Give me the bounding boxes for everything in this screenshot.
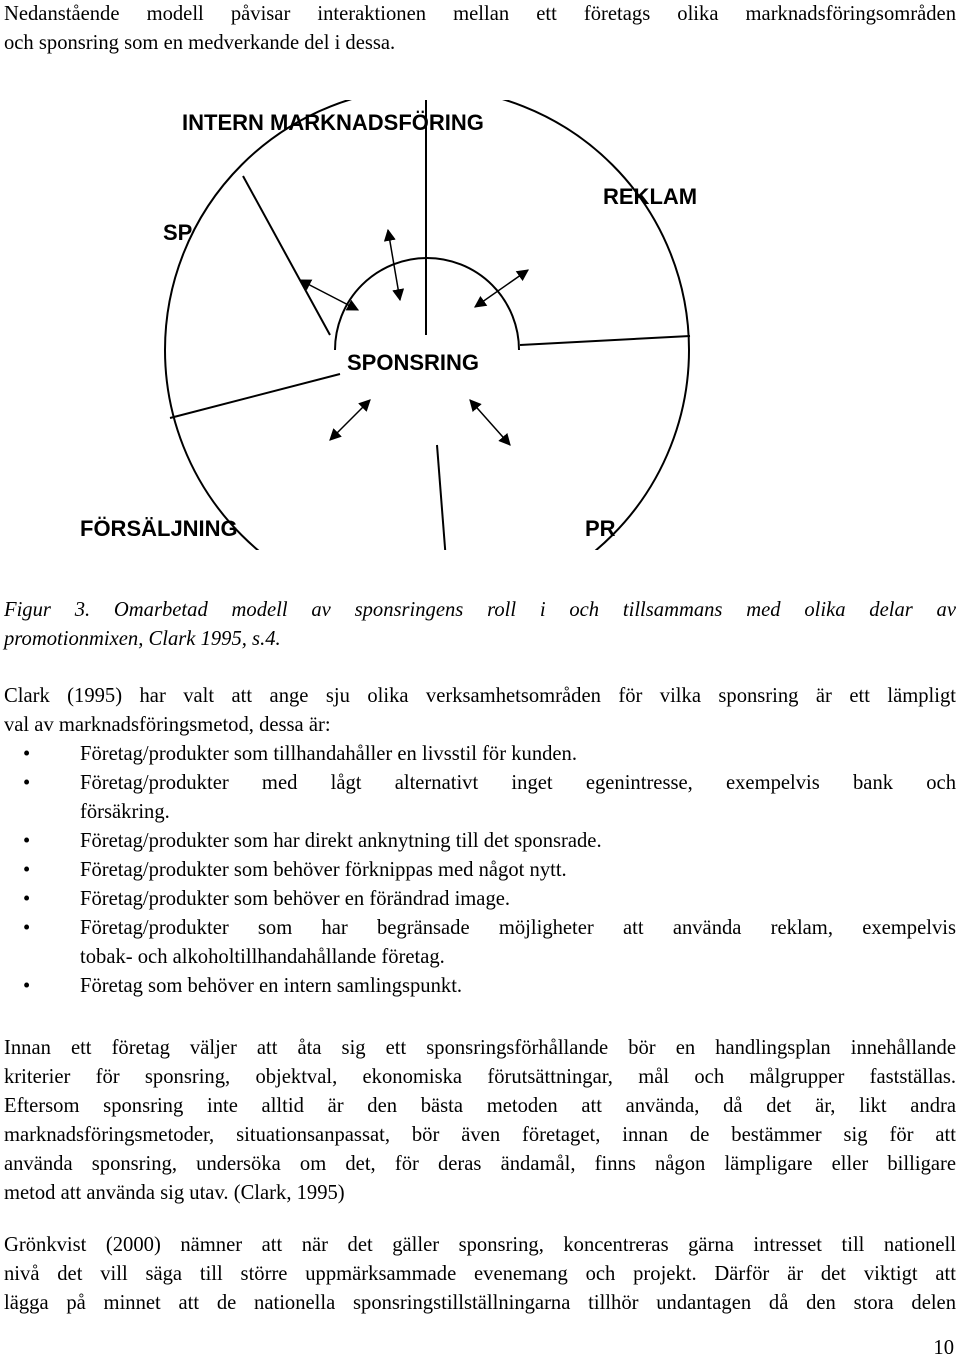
bullet-icon: • xyxy=(23,917,31,939)
bullet-icon: • xyxy=(23,859,31,881)
divider-bottom xyxy=(437,445,450,550)
arrow-pr xyxy=(470,400,510,445)
label-sp: SP xyxy=(163,220,193,245)
bullet-icon: • xyxy=(23,975,31,997)
text-line: Innan ett företag väljer att åta sig ett sponsringsförhållande bör en handlingsplan innehållande xyxy=(4,1037,956,1059)
list-item: • Företag/produkter som har direkt anknytning till det sponsrade. xyxy=(4,827,956,856)
divider-right xyxy=(520,336,690,345)
list-item: • Företag/produkter som behöver en förändrad image. xyxy=(4,885,956,914)
clark-line-2: val av marknadsföringsmetod, dessa är: xyxy=(4,714,331,736)
clark-paragraph xyxy=(4,682,956,740)
label-reklam: REKLAM xyxy=(603,184,698,209)
caption-line-2: promotionmixen, Clark 1995, s.4. xyxy=(4,628,281,650)
text-line: kriterier för sponsring, objektval, ekonomiska förutsättningar, mål och målgrupper fastställas. xyxy=(4,1066,956,1088)
bullet-list xyxy=(4,740,956,1001)
divider-left xyxy=(243,176,330,335)
intro-paragraph xyxy=(4,0,956,58)
list-item: • Företag som behöver en intern samlingspunkt. xyxy=(4,972,956,1001)
label-intern: INTERN MARKNADSFÖRING xyxy=(182,110,484,135)
sponsorship-model-diagram xyxy=(60,100,900,550)
page-number: 10 xyxy=(933,1337,954,1359)
label-forsaljning: FÖRSÄLJNING xyxy=(80,516,238,541)
text-line: Eftersom sponsring inte alltid är den bästa metoden att använda, då det är, likt andra xyxy=(4,1095,956,1117)
bullet-icon: • xyxy=(23,772,31,794)
arrow-forsaljning xyxy=(330,400,370,440)
intro-line-1: Nedanstående modell påvisar interaktionen mellan ett företags olika marknadsföringsområden xyxy=(4,3,956,25)
text-line: nivå det vill säga till större uppmärksammade evenemang och projekt. Därför är det viktigt att xyxy=(4,1263,956,1285)
clark-line-1: Clark (1995) har valt att ange sju olika verksamhetsområden för vilka sponsring är ett lämpligt xyxy=(4,685,956,707)
bullet-icon: • xyxy=(23,830,31,852)
innan-paragraph xyxy=(4,1034,956,1208)
list-item: • Företag/produkter som har begränsade möjligheter att använda reklam, exempelvis tobak- och alkoholtillhandahållande företag. xyxy=(4,914,956,972)
text-line: lägga på minnet att de nationella sponsringstillställningarna tillhör undantagen då den stora delen xyxy=(4,1292,956,1314)
gronkvist-paragraph xyxy=(4,1231,956,1318)
text-line: Grönkvist (2000) nämner att när det gäller sponsring, koncentreras gärna intresset till nationell xyxy=(4,1234,956,1256)
list-item: • Företag/produkter som behöver förknippas med något nytt. xyxy=(4,856,956,885)
arrow-reklam xyxy=(475,270,528,307)
text-line: marknadsföringsmetoder, situationsanpassat, bör även företaget, innan de bestämmer sig för att xyxy=(4,1124,956,1146)
label-sponsring: SPONSRING xyxy=(347,350,480,375)
text-line: metod att använda sig utav. (Clark, 1995) xyxy=(4,1182,345,1204)
label-pr: PR xyxy=(585,516,616,541)
text-line: använda sponsring, undersöka om det, för deras ändamål, finns någon lämpligare eller billigare xyxy=(4,1153,956,1175)
bullet-icon: • xyxy=(23,743,31,765)
divider-lower-left xyxy=(170,374,340,418)
bullet-icon: • xyxy=(23,888,31,910)
caption-line-1: Figur 3. Omarbetad modell av sponsringens roll i och tillsammans med olika delar av xyxy=(4,599,956,621)
list-item: • Företag/produkter med lågt alternativt inget egenintresse, exempelvis bank och försäkring. xyxy=(4,769,956,827)
figure-caption xyxy=(4,596,956,654)
intro-line-2: och sponsring som en medverkande del i dessa. xyxy=(4,32,396,54)
list-item: • Företag/produkter som tillhandahåller en livsstil för kunden. xyxy=(4,740,956,769)
